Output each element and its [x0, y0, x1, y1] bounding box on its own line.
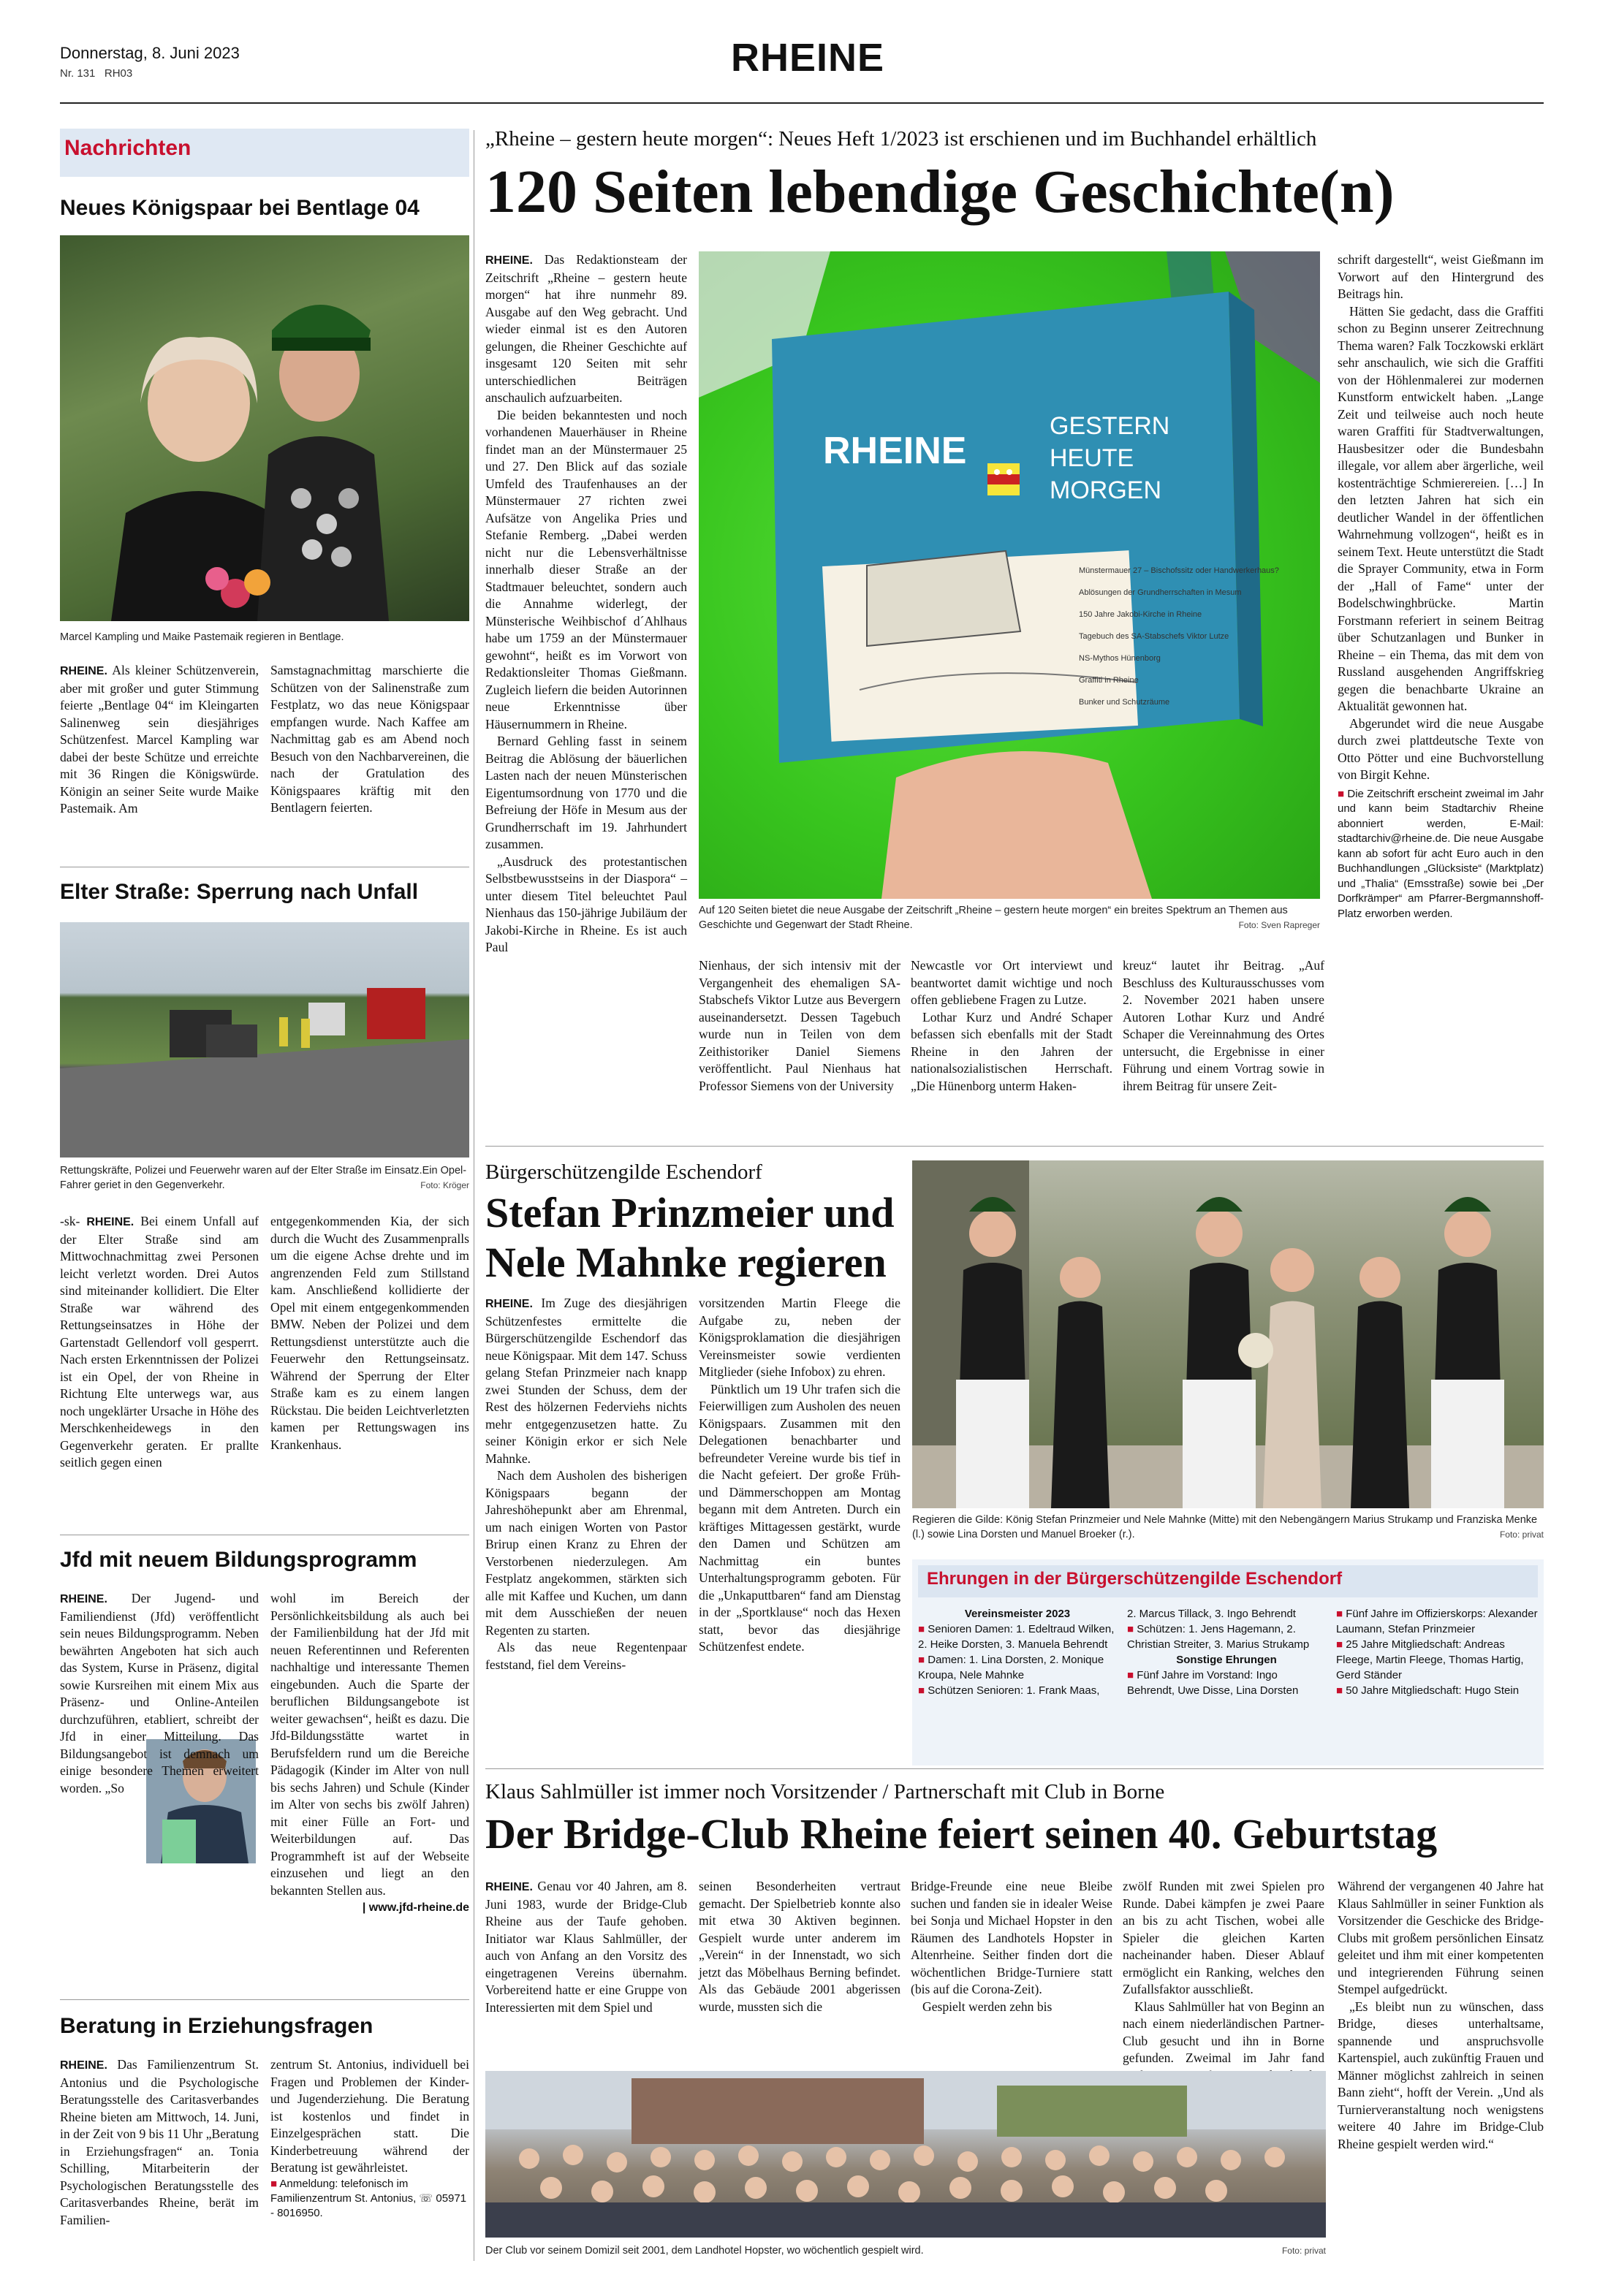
body-text: Während der vergangenen 40 Jahre hat Klaus Sahlmüller in seiner Funktion als Vorsitzender die Geschicke des Bridge-Clubs mit großem persönlichen Einsatz geleitet und ihm mit einer kompetenten und integrierenden Führung seinen Stempel aufgedrückt.	[1338, 1879, 1544, 1996]
body-text: „Ausdruck des protestantischen Selbstbewusstseins in der Diaspora“ – unter diesem Titel beleuchtet Paul Nienhaus das 150-jährige Jubiläum der Jakobi-Kirche in Rheine. Es ist auch Paul	[485, 854, 687, 954]
book-sub3: MORGEN	[1050, 476, 1161, 504]
body-text: schrift dargestellt“, weist Gießmann im Vorwort auf den Hintergrund des Beitrags hin.	[1338, 252, 1544, 301]
col-beratung-2	[270, 2056, 469, 2221]
col-jfd-1	[60, 1590, 259, 1797]
bottom-kicker: Klaus Sahlmüller ist immer noch Vorsitzender / Partnerschaft mit Club in Borne	[485, 1780, 1165, 1803]
divider	[60, 1999, 469, 2000]
body-text: Hätten Sie gedacht, dass die Graffiti schon zu Beginn unserer Zeitrechnung Thema waren? Falk Toczkowski erklärt sehr anschaulich, wie sich die Graffiti von der Höhlenmalerei zur modernen Kunstform entwickelt haben. „Lange Zeit und teilweise auch noch heute waren Graffiti für Stadtverwaltungen, Hausbesitzer oder die Bundesbahn illegale, vor allem aber ärgerliche, weil kostenträchtige Schmierereien. […] In den letzten Jahren hat sich ein deutlicher Wandel in der öffentlichen Wahrnehmung vollzogen“, heißt es in seinem Text. Heute unterstützt die Stadt die Sprayer Community, etwa in Form der „Hall of Fame“ unter der Bodelschwinghbrücke. Martin Forstmann referiert in seinem Beitrag über Schutzanlagen und Bunker in Rheine – ein Thema, das mit dem von Russland ausgehenden Angriffskrieg gegen die benachbarte Ukraine an Aktualität gewonnen hat.	[1338, 303, 1544, 713]
bottom-col-3	[911, 1878, 1112, 2015]
bottom-col-5	[1338, 1878, 1544, 2153]
info-item: Fünf Jahre im Vorstand: Ingo Behrendt, Uwe Disse, Lina Dorsten	[1127, 1669, 1299, 1697]
bullet-icon: ■	[1336, 1684, 1343, 1697]
mid-col-1	[485, 1295, 687, 1673]
caption-text: Der Club vor seinem Domizil seit 2001, dem Landhotel Hopster, wo wöchentlich gespielt wird.	[485, 2245, 924, 2257]
bottom-headline: Der Bridge-Club Rheine feiert seinen 40. Geburtstag	[485, 1810, 1438, 1858]
photo-credit: Foto: privat	[1499, 1529, 1544, 1540]
dateline: RHEINE.	[60, 2059, 107, 2072]
info-item: Damen: 1. Lina Dorsten, 2. Monique Kroupa, Nele Mahnke	[918, 1654, 1104, 1681]
body-text: Als das neue Regentenpaar feststand, fiel dem Vereins-	[485, 1640, 687, 1672]
divider	[485, 1768, 1544, 1769]
col-unfall-1	[60, 1213, 259, 1472]
info-item: Schützen: 1. Jens Hagemann, 2. Christian Streiter, 3. Marius Strukamp	[1127, 1623, 1310, 1651]
info-heading: Sonstige Ehrungen	[1176, 1654, 1277, 1666]
body-text: Gespielt werden zehn bis	[922, 1999, 1053, 2014]
lead-kicker: „Rheine – gestern heute morgen“: Neues Heft 1/2023 ist erschienen und im Buchhandel erhältlich	[485, 127, 1317, 151]
col-koenigspaar-1	[60, 662, 259, 818]
body-text: Pünktlich um 19 Uhr trafen sich die Feierwilligen zum Ausholen des neuen Königspaars. Zusammen mit den Delegationen benachbarter und befreundeter Vereine wurde bis tief in die Nacht gefeiert. Der große Früh- und Dämmerschoppen am Montag begann mit dem Antreten. Durch ein kräftiges Mittagessen gestärkt, wurde den Damen und Schützen am Nachmittag ein buntes Unterhaltungsprogramm geboten. Für die „Unkaputtbaren“ fand am Dienstag in der „Sportklause“ noch das Hexen statt, bevor das diesjährige Schützenfest endete.	[699, 1381, 900, 1654]
article-title-unfall: Elter Straße: Sperrung nach Unfall	[60, 880, 419, 904]
body-text: kreuz“ lautet ihr Beitrag. „Auf Beschluss des Kulturausschusses vom 2. November 2021 haben unsere Autoren Lothar Kurz und André Schaper die Vereinnahmung des Ortes untersucht, die Ergebnisse in einer Führung und einem Vortrag sowie in ihrem Beitrag für unsere Zeit-	[1123, 958, 1324, 1093]
col-beratung-1	[60, 2056, 259, 2229]
bullet-icon: ■	[1336, 1638, 1343, 1651]
bridge-club-image	[485, 2071, 1326, 2238]
dateline: RHEINE.	[485, 1881, 533, 1893]
caption-unfall	[60, 1163, 469, 1193]
body-text: „Es bleibt nun zu wünschen, dass Bridge, dieses unterhaltsame, spannende und anspruchsvolle Kartenspiel, auch zukünftig Frauen und Männer möglichst zahlreich in seinen Bann zieht“, hofft der Verein. „Und als Turnierveranstaltung noch wenigstens weitere 40 Jahre im Bridge-Club Rheine gespielt werden wird.“	[1338, 1999, 1544, 2151]
info-box-title: Ehrungen in der Bürgerschützengilde Eschendorf	[927, 1569, 1343, 1589]
bullet-icon: ■	[1127, 1623, 1134, 1635]
divider	[485, 1146, 1544, 1147]
info-box-header	[918, 1565, 1538, 1597]
bottom-col-1	[485, 1878, 687, 2016]
bullet-icon: ■	[1338, 787, 1345, 800]
section-title: RHEINE	[731, 36, 885, 80]
dateline: RHEINE.	[60, 1593, 107, 1605]
dateline: RHEINE.	[60, 665, 107, 677]
book-toc-1: Ablösungen der Grundherrschaften in Mesum	[1079, 588, 1242, 597]
book-toc-6: Bunker und Schutzräume	[1079, 698, 1170, 707]
caption-koenigspaar: Marcel Kampling und Maike Pastemaik regieren in Bentlage.	[60, 631, 344, 643]
book-sub2: HEUTE	[1050, 444, 1134, 472]
body-text: Abgerundet wird die neue Ausgabe durch zwei plattdeutsche Texte von Otto Pötter und eine Buchvorstellung von Birgit Kehne.	[1338, 715, 1544, 782]
body-text: Das Redaktionsteam der Zeitschrift „Rheine – gestern heute morgen“ hat ihre nunmehr 89. Ausgabe auf den Weg gebracht. Und wieder einmal ist es den Autoren gelungen, die Rheiner Geschichte auf insgesamt 120 Seiten mit sehr unterschiedlichen Beiträgen anschaulich aufzuarbeiten.	[485, 252, 687, 405]
masthead-rule	[60, 102, 1544, 104]
dateline: RHEINE.	[485, 1298, 533, 1310]
photo-credit: Foto: Kröger	[420, 1180, 469, 1190]
dateline: RHEINE.	[485, 254, 533, 267]
body-text: Nach dem Ausholen des bisherigen Königspaars begann der Jahreshöhepunkt aber am Ehrenmal, um nach einigen Worten von Pastor Brirup einen Kranz zu Ehren der Verstorbenen niederzulegen. Am Festplatz angekommen, stärkten sich alle mit Kaffee und Kuchen, um dann mit dem Ausschießen der neuen Regenten zu starten.	[485, 1468, 687, 1638]
caption-text: Rettungskräfte, Polizei und Feuerwehr waren auf der Elter Straße im Einsatz.Ein Opel-Fahrer geriet in den Gegenverkehr.	[60, 1165, 467, 1191]
info-col-2	[1127, 1606, 1326, 1698]
photo-unfall	[60, 922, 469, 1157]
issue-number: Nr. 131	[60, 67, 96, 80]
info-col-1	[918, 1606, 1117, 1698]
col-jfd-2: wohl im Bereich der Persönlichkeitsbildung als auch bei der Familienbildung hat der Jfd mit neuen Referentinnen und Referenten nachhaltige und interessante Themen eingebunden. Auch die Sparte der beruflichen Bildungsangebote ist weiter gewachsen“, heißt es dazu. Die Jfd-Bildungsstätte wartet in Berufsfeldern rund um die Bereiche Pädagogik (Kinder im Alter von null bis sechs Jahren) und Schule (Kinder im Alter von sechs bis zwölf Jahren) mit einer Fülle an Fort- und Weiterbildungen auf. Das Programmheft ist auf der Webseite einzusehen und liegt an den bekannten Stellen aus. | www.jfd-rheine.de	[270, 1591, 469, 1914]
bottom-col-2	[699, 1878, 900, 2015]
info-box-ehrungen	[912, 1559, 1544, 1765]
caption-gilde	[912, 1513, 1544, 1542]
info-item: Fünf Jahre im Offizierskorps: Alexander Laumann, Stefan Prinzmeier	[1336, 1608, 1538, 1635]
news-label	[60, 129, 469, 177]
photo-gilde	[912, 1160, 1544, 1508]
bullet-icon: ■	[918, 1654, 925, 1666]
note-text: Anmeldung: telefonisch im Familienzentrum St. Antonius, ☏ 05971 - 8016950.	[270, 2177, 467, 2219]
book-toc-3: Tagebuch des SA-Stabschefs Viktor Lutze	[1079, 632, 1229, 641]
photo-bridge-club	[485, 2071, 1326, 2238]
lead-col-2	[699, 957, 900, 1095]
jfd-link[interactable]: www.jfd-rheine.de	[368, 1901, 469, 1914]
body-text: zwölf Runden mit zwei Spielen pro Runde. Dabei kämpfen je zwei Paare an bis zu acht Tischen, wobei alle Spieler die gleichen Karten nacheinander haben. Dieser Ablauf ermöglicht ein Ranking, welches den Zufallsfaktor ausschließt.	[1123, 1879, 1324, 1996]
book-title: RHEINE	[823, 430, 967, 472]
article-title-beratung: Beratung in Erziehungsfragen	[60, 2014, 373, 2038]
byline: -sk-	[60, 1214, 87, 1228]
info-item: Senioren Damen: 1. Edeltraud Wilken, 2. Heike Dorsten, 3. Manuela Behrendt	[918, 1623, 1115, 1651]
photo-credit: Foto: Sven Rapreger	[1238, 920, 1320, 930]
photo-credit: Foto: privat	[1281, 2246, 1326, 2256]
book-toc-0: Münstermauer 27 – Bischofssitz oder Handwerkerhaus?	[1079, 566, 1279, 575]
mid-kicker: Bürgerschützengilde Eschendorf	[485, 1160, 762, 1184]
lead-col-4	[1123, 957, 1324, 1095]
info-item: Schützen Senioren: 1. Frank Maas,	[928, 1684, 1100, 1697]
note-text: Die Zeitschrift erscheint zweimal im Jahr und kann beim Stadtarchiv Rheine abonniert werden, E-Mail: stadtarchiv@rheine.de. Die neue Ausgabe kann ab sofort für acht Euro auch in den Buchhandlungen „Glücksiste“ (Marktplatz) und „Thalia“ (Emsstraße) sowie bei „Der Dorfkrämper“ am Pfarrer-Bergmannshoff-Platz erworben werden.	[1338, 787, 1544, 920]
mid-headline-1: Stefan Prinzmeier und	[485, 1189, 895, 1236]
news-label-text: Nachrichten	[64, 136, 191, 160]
caption-text: Regieren die Gilde: König Stefan Prinzmeier und Nele Mahnke (Mitte) mit den Nebengängern Marius Strukamp und Franziska Menke (l.) sowie Lina Dorsten und Manuel Broeker (r.).	[912, 1514, 1538, 1540]
bullet-icon: ■	[918, 1684, 925, 1697]
book-toc-5: Graffiti in Rheine	[1079, 676, 1139, 685]
article-title-jfd: Jfd mit neuem Bildungsprogramm	[60, 1548, 417, 1572]
photo-koenigspaar	[60, 235, 469, 621]
body-text: Klaus Sahlmüller hat von Beginn an nach einem niederländischen Partner-Club gesucht und ihn in Borne gefunden. Zweimal im Jahr fand	[1123, 1999, 1324, 2065]
body-text: zentrum St. Antonius, individuell bei Fragen und Problemen der Kinder- und Jugenderziehung. Die Beratung ist kostenlos und findet in Einzelgesprächen statt. Die Kinderbetreuung während der Beratung ist gewährleistet.	[270, 2057, 469, 2175]
body-text: Newcastle vor Ort interviewt und beantwortet damit wichtige und noch offen gebliebene Fragen zu Lutze.	[911, 958, 1112, 1007]
mid-headline-2: Nele Mahnke regieren	[485, 1239, 887, 1286]
page-code: RH03	[104, 67, 133, 80]
mid-col-2	[699, 1295, 900, 1656]
lead-col-3	[911, 957, 1112, 1095]
body-text: Nienhaus, der sich intensiv mit der Vergangenheit des ehemaligen SA-Stabschefs Viktor Lutze aus Bevergern auseinandersetzt. Dessen Tagebuch wurde nun in Teilen von dem Zeithistoriker Daniel Siemens veröffentlicht. Paul Nienhaus hat Professor Siemens von der University	[699, 958, 900, 1093]
body-text: Im Zuge des diesjährigen Schützenfestes ermittelte die Bürgerschützengilde Eschendorf das neue Königspaar. Mit dem 147. Schuss gelang Stefan Prinzmeier nach knapp zwei Stunden der Schuss, dem der Rest des hölzernen Federviehs nichts mehr entgegenzusetzen hatte. Zu seiner Königin erkor er sich Nele Mahnke.	[485, 1296, 687, 1466]
article-title-koenigspaar: Neues Königspaar bei Bentlage 04	[60, 196, 420, 220]
gilde-image	[912, 1160, 1544, 1508]
unfall-image	[60, 922, 469, 1157]
col-unfall-2	[270, 1213, 469, 1453]
info-item: 25 Jahre Mitgliedschaft: Andreas Fleege, Martin Fleege, Thomas Hartig, Gerd Ständer	[1336, 1638, 1524, 1681]
caption-text: Auf 120 Seiten bietet die neue Ausgabe der Zeitschrift „Rheine – gestern heute morgen“ ein breites Spektrum an Themen aus Geschichte und Gegenwart der Stadt Rheine.	[699, 905, 1288, 931]
book-toc-4: NS-Mythos Hünenborg	[1079, 654, 1161, 663]
lead-col-5	[1338, 251, 1544, 921]
book-toc-2: 150 Jahre Jakobi-Kirche in Rheine	[1079, 610, 1202, 619]
body-text: Bridge-Freunde eine neue Bleibe suchen und fanden sie in idealer Weise bei Sonja und Michael Hopster in den Räumen des Landhotels Hopster in Altenrheine. Seither finden dort die wöchentlichen Bridge-Turniere statt (bis auf die Corona-Zeit).	[911, 1879, 1112, 1996]
bullet-icon: ■	[270, 2177, 278, 2190]
photo-book	[699, 251, 1320, 899]
body-text: Bernard Gehling fasst in seinem Beitrag die Ablösung der bäuerlichen Lasten nach der neuen Münsterischen Eigentumsordnung von 1770 und die Befreiung der Höfe in Mesum aus der Grundherrschaft im 19. Jahrhundert zusammen.	[485, 734, 687, 851]
info-item: 50 Jahre Mitgliedschaft: Hugo Stein	[1346, 1684, 1520, 1697]
masthead-issue	[60, 67, 132, 80]
dateline: RHEINE.	[86, 1216, 134, 1228]
bullet-icon: ■	[1127, 1669, 1134, 1681]
body-text: vorsitzenden Martin Fleege die Aufgabe zu, neben der Königsproklamation die diesjährigen Vereinsmeister sowie verdienten Mitglieder (siehe Infobox) zu ehren.	[699, 1296, 900, 1379]
body-text: seinen Besonderheiten vertraut gemacht. Der Spielbetrieb konnte also mit etwa 30 Aktiven beginnen. Gespielt wurde unter anderem im „Verein“ in der Innenstadt, wo sich jetzt das Möbelhaus Berning befindet. Als das Gebäude 2001 abgerissen wurde, mussten sich die	[699, 1879, 900, 2014]
body-text: Der Jugend- und Familiendienst (Jfd) veröffentlicht sein neues Bildungsprogramm. Neben bewährten Angeboten hat sich auch das System, Kurse in Präsenz, digital sowie Kursreihen mit einem Mix aus Präsenz- und Online-Anteilen durchzuführen, etabliert, schreibt der Jfd in einer Mitteilung. Das Bildungsangebot ist demnach um einige besondere Themen erweitert worden. „So	[60, 1591, 259, 1795]
body-text: Das Familienzentrum St. Antonius und die Psychologische Beratungsstelle des Caritasverbandes Rheine bieten am Mittwoch, 14. Juni, in der Zeit von 9 bis 11 Uhr „Beratung in Erziehungsfragen“ an. Tonia Schilling, Mitarbeiterin der Psychologischen Beratungsstelle des Caritasverbandes Rheine, berät im Familien-	[60, 2057, 259, 2227]
info-item: 2. Marcus Tillack, 3. Ingo Behrendt	[1127, 1608, 1296, 1620]
body-text: wohl im Bereich der Persönlichkeitsbildung als auch bei der Familienbildung hat der Jfd mit neuen Referentinnen und Referenten nachhaltige und interessante Themen eingebunden. Auch die Sparte der beruflichen Bildungsangebote ist weiter gewachsen“, heißt es dazu. Die Jfd-Bildungsstätte wartet in Berufsfeldern rund um die Bereiche Pädagogik (Kinder im Alter von null bis sechs Jahren) und Schule (Kinder im Alter von sechs bis zwölf Jahren) mit einer Fülle an Fort- und Weiterbildungen auf. Das Programmheft ist auf der Webseite einzusehen und liegt an den bekannten Stellen aus.	[270, 1591, 469, 1898]
book-sub1: GESTERN	[1050, 412, 1170, 440]
body-text: entgegenkommenden Kia, der sich durch die Wucht des Zusammenpralls um die eigene Achse drehte und im angrenzenden Feld zum Stillstand kam. Anschließend kollidierte der Opel mit einem entgegenkommenden BMW. Neben der Polizei und dem Rettungsdienst unterstützte auch die Feuerwehr den Rettungseinsatz. Während der Sperrung der Elter Straße kam es zu einem langen Rückstau. Die beiden Leichtverletzten kamen per Rettungswagen ins Krankenhaus.	[270, 1214, 469, 1452]
info-heading: Vereinsmeister 2023	[964, 1608, 1071, 1620]
col-koenigspaar-2	[270, 662, 469, 817]
body-text: Samstagnachmittag marschierte die Schützen von der Salinenstraße zum Festplatz, wo das neue Königspaar empfangen wurde. Nach Kaffee am Nachmittag gab es am Abend noch Besuch von den Nachbarvereinen, die nach der Gratulation des Königspaares kräftig mit den Bentlagern feierten.	[270, 663, 469, 815]
bullet-icon: ■	[918, 1623, 925, 1635]
lead-headline: 120 Seiten lebendige Geschichte(n)	[485, 158, 1395, 226]
caption-bridge-club	[485, 2243, 1326, 2258]
book-image	[699, 251, 1320, 899]
body-text: Genau vor 40 Jahren, am 8. Juni 1983, wurde der Bridge-Club Rheine aus der Taufe gehoben. Initiator war Klaus Sahlmüller, der auch von Anfang an den Vorsitz des eingetragenen Vereins übernahm. Vorbereitend hatte er eine Gruppe von Interessierten mit dem Spiel und	[485, 1879, 687, 2015]
body-text: Lothar Kurz und André Schaper befassen sich ebenfalls mit der Stadt Rheine in den Jahren der nationalsozialistischen Herrschaft. „Die Hünenborg unterm Haken-	[911, 1009, 1112, 1093]
koenigspaar-image	[60, 235, 469, 621]
info-col-3	[1336, 1606, 1538, 1698]
caption-book	[699, 903, 1320, 932]
body-text: Als kleiner Schützenverein, aber mit großer und guter Stimmung feierte „Bentlage 04“ im Kleingarten Salinenweg sein diesjähriges Schützenfest. Marcel Kampling war dabei der beste Schütze und erreichte mit 36 Ringen die Königswürde. Königin an seiner Seite wurde Maike Pastemaik. Am	[60, 663, 259, 816]
body-text: Bei einem Unfall auf der Elter Straße sind am Mittwochnachmittag zwei Personen leicht verletzt worden. Drei Autos sind miteinander kollidiert. Die Elter Straße war während des Rettungseinsatzes in Höhe der Gartenstadt Gellendorf voll gesperrt. Nach ersten Erkenntnissen der Polizei ist ein Opel, der von Rheine in Richtung Elte unterwegs war, aus noch ungeklärter Ursache in Höhe des Merschkenheidewegs in den Gegenverkehr geraten. Er prallte seitlich gegen einen	[60, 1214, 259, 1470]
body-text: Die beiden bekanntesten und noch vorhandenen Mauerhäuser in Rheine findet man an der Münstermauer 25 und 27. Den Blick auf das soziale Umfeld des Traufenhauses an der Münstermauer 27 richten zwei Aufsätze von Angelika Pries und Stefanie Remberg. „Dabei werden nicht nur die Lebensverhältnisse innerhalb dieser Straße an der Stadtmauer beleuchtet, sondern auch die Annahme widerlegt, der Münsterische Weihbischof d´Ahlhaus habe um 1759 an der Münstermauer gewohnt“, heißt es im Vorwort von Redaktionsleiter Thomas Gießmann. Zugleich liefern die beiden Autorinnen neue Erkenntnisse über Häusernummern in Rheine.	[485, 407, 687, 731]
lead-col-1	[485, 251, 687, 957]
bullet-icon: ■	[1336, 1608, 1343, 1620]
masthead-date: Donnerstag, 8. Juni 2023	[60, 44, 240, 62]
